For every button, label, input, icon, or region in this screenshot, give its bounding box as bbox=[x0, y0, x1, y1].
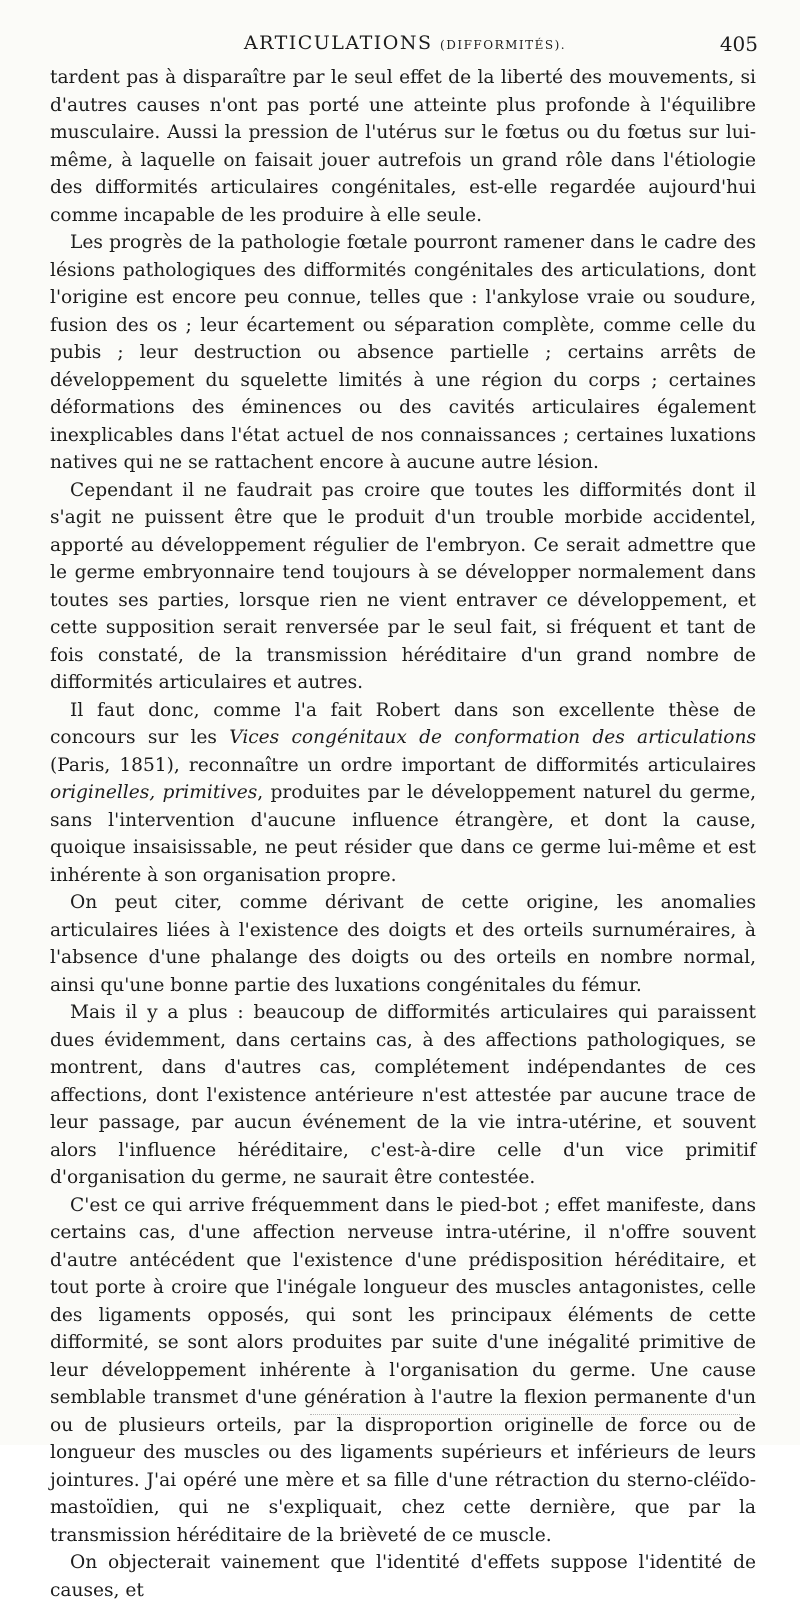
paragraph-5: On peut citer, comme dérivant de cette origine, les anomalies articulaires liées à l'existence des doigts et des orteils surnuméraires, à l'absence d'une phalange des doigts ou des orteils en nombre normal, ainsi qu'une bonne partie des luxations congénitales du fémur. bbox=[50, 892, 756, 996]
paragraph-3: Cependant il ne faudrait pas croire que toutes les difformités dont il s'agit ne puissent être que le produit d'un trouble morbide accidentel, apporté au développement régulier de l'embryon. Ce serait admettre que le germe embryonnaire tend toujours à se développer normalement dans toutes ses parties, lorsque rien ne vient entraver ce développement, et cette supposition serait renversée par le seul fait, si fréquent et tant de fois constaté, de la transmission héréditaire d'un grand nombre de difformités articulaires et autres. bbox=[50, 479, 756, 693]
paragraph-4-end: , produites par le développement naturel du germe, sans l'intervention d'aucune influence étrangère, et dont la cause, quoique insaisissable, ne peut résider que dans ce germe lui-même et est inhérente à son organisation propre. bbox=[50, 782, 756, 886]
bottom-dotted-rule bbox=[310, 1414, 740, 1415]
thesis-title: Vices congénitaux de conformation des articulations bbox=[229, 727, 756, 748]
paragraph-2: Les progrès de la pathologie fœtale pourront ramener dans le cadre des lésions pathologiques des difformités congénitales des articulations, dont l'origine est encore peu connue, telles que : l'ankylose vraie ou soudure, fusion des os ; leur écartement ou séparation complète, comme celle du pubis ; leur destruction ou absence partielle ; certains arrêts de développement du squelette limités à une région du corps ; certaines déformations des éminences ou des cavités articulaires également inexplicables dans l'état actuel de nos connaissances ; certaines luxations natives qui ne se rattachent encore à aucune autre lésion. bbox=[50, 232, 756, 473]
body-text bbox=[50, 64, 756, 1604]
paragraph-4-middle: (Paris, 1851), reconnaître un ordre important de difformités articulaires bbox=[50, 754, 756, 776]
emphasis-originelles: originelles, primitives bbox=[50, 782, 258, 803]
paragraph-6: Mais il y a plus : beaucoup de difformités articulaires qui paraissent dues évidemment, dans certains cas, à des affections pathologiques, se montrent, dans d'autres cas, complétement indépendantes de ces affections, dont l'existence antérieure n'est attestée par aucune trace de leur passage, par aucun événement de la vie intra-utérine, et souvent alors l'influence héréditaire, c'est-à-dire celle d'un vice primitif d'organisation du germe, ne saurait être contestée. bbox=[50, 1002, 756, 1188]
paragraph-4-start: Il faut donc, comme l'a fait Robert dans son excellente thèse de concours sur les bbox=[50, 699, 756, 748]
running-header bbox=[52, 30, 758, 58]
paragraph-7: C'est ce qui arrive fréquemment dans le pied-bot ; effet manifeste, dans certains cas, d'une affection nerveuse intra-utérine, il n'offre souvent d'autre antécédent que l'existence d'une prédisposition héréditaire, et tout porte à croire que l'inégale longueur des muscles antagonistes, celle des ligaments opposés, qui sont les principaux éléments de cette difformité, se sont alors produites par suite d'une inégalité primitive de leur développement inhérente à l'organisation du germe. Une cause semblable transmet d'une génération à l'autre la flexion permanente d'un ou de plusieurs orteils, par la disproportion originelle de force ou de longueur des muscles ou des ligaments supérieurs et inférieurs de leurs jointures. J'ai opéré une mère et sa fille d'une rétraction du sterno-cléïdo-mastoïdien, qui ne s'expliquait, chez cette dernière, que par la transmission héréditaire de la brièveté de ce muscle. bbox=[50, 1194, 756, 1546]
chapter-subtitle: (DIFFORMITÉS). bbox=[440, 38, 567, 52]
paragraph-8: On objecterait vainement que l'identité d'effets suppose l'identité de causes, et bbox=[50, 1552, 756, 1601]
paragraph-1: tardent pas à disparaître par le seul effet de la liberté des mouvements, si d'autres causes n'ont pas porté une atteinte plus profonde à l'équilibre musculaire. Aussi la pression de l'utérus sur le fœtus ou du fœtus sur lui-même, à laquelle on faisait jouer autrefois un grand rôle dans l'étiologie des difformités articulaires congénitales, est-elle regardée aujourd'hui comme incapable de les produire à elle seule. bbox=[50, 67, 756, 226]
running-title bbox=[52, 32, 758, 54]
chapter-title: ARTICULATIONS bbox=[243, 32, 433, 54]
paragraph-4 bbox=[50, 697, 756, 890]
page-number: 405 bbox=[719, 32, 758, 56]
